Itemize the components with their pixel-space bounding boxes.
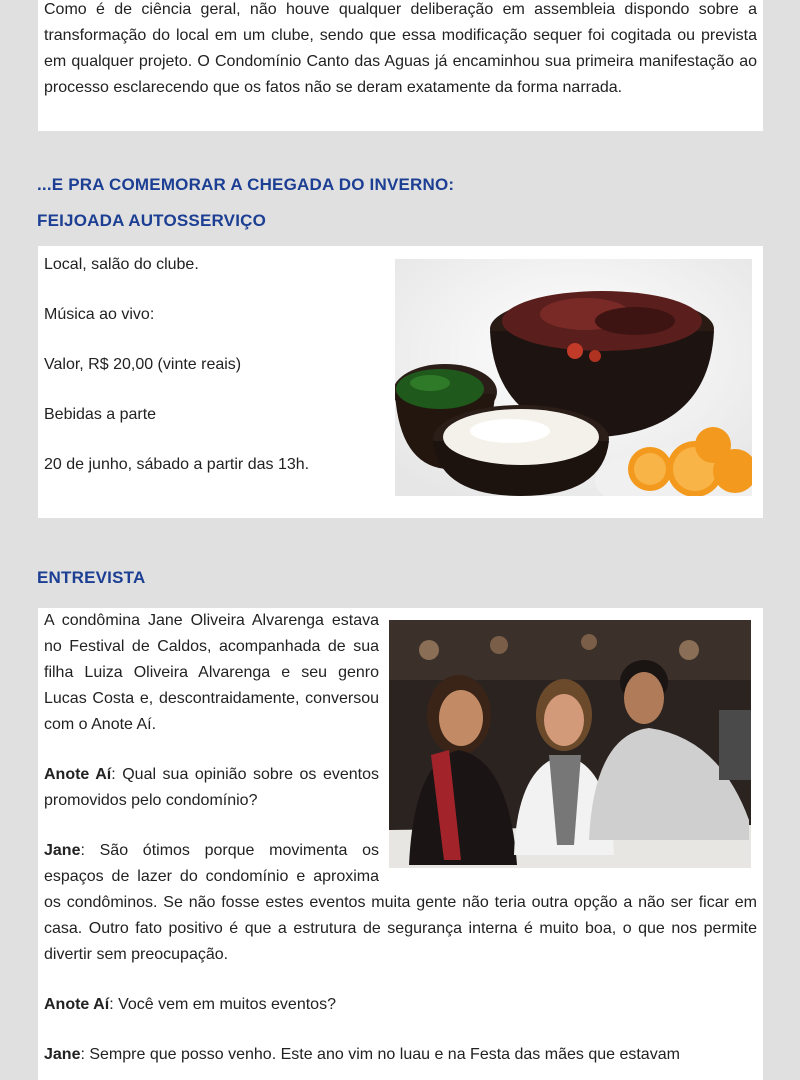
feijoada-music: Música ao vivo: <box>44 306 155 323</box>
interview-box <box>38 608 763 1080</box>
interview-photo <box>389 620 751 868</box>
feijoada-box <box>38 246 763 518</box>
interview-intro: A condômina Jane Oliveira Alvarenga estava no Festival de Caldos, acompanhada de sua filha Luiza Oliveira Alvarenga e seu genro Lucas Costa e, descontraidamente, conversou com o Anote Aí. <box>44 612 379 733</box>
interview-heading: ENTREVISTA <box>37 568 146 587</box>
feijoada-photo <box>395 259 752 496</box>
intro-paragraph: Como é de ciência geral, não houve qualquer deliberação em assembleia dispondo sobre a transformação do local em um clube, sendo que essa modificação sequer foi cogitada ou prevista em qualquer projeto. O Condomínio Canto das Aguas já encaminhou sua primeira manifestação ao processo esclarecendo que os fatos não se deram exatamente da forma narrada. <box>44 1 757 96</box>
qa-question-2: Anote Aí: Você vem em muitos eventos? <box>44 996 336 1013</box>
qa-answer-2: Jane: Sempre que posso venho. Este ano vim no luau e na Festa das mães que estavam <box>44 1046 680 1063</box>
feijoada-location: Local, salão do clube. <box>44 256 199 273</box>
qa-question-1: Anote Aí: Qual sua opinião sobre os eventos promovidos pelo condomínio? <box>44 766 379 809</box>
feijoada-price: Valor, R$ 20,00 (vinte reais) <box>44 356 242 373</box>
speaker-label: Jane <box>44 1046 81 1063</box>
feijoada-details <box>44 252 374 502</box>
intro-box <box>38 0 763 131</box>
speaker-label: Anote Aí <box>44 996 110 1013</box>
speaker-label: Anote Aí <box>44 766 112 783</box>
speaker-label: Jane <box>44 842 81 859</box>
feijoada-drinks: Bebidas a parte <box>44 406 157 423</box>
winter-heading: ...E PRA COMEMORAR A CHEGADA DO INVERNO: <box>37 175 455 194</box>
feijoada-heading: FEIJOADA AUTOSSERVIÇO <box>37 211 267 230</box>
qa-answer-1: Jane: São ótimos porque movimenta os espaços de lazer do condomínio e aproxima os condôminos. Se não fosse estes eventos muita gente não teria outra opção a não ser ficar em casa. Outro fato positivo é que a estrutura de segurança interna é muito boa, o que nos permite divertir sem preocupação. <box>44 842 757 963</box>
feijoada-date: 20 de junho, sábado a partir das 13h. <box>44 456 310 473</box>
